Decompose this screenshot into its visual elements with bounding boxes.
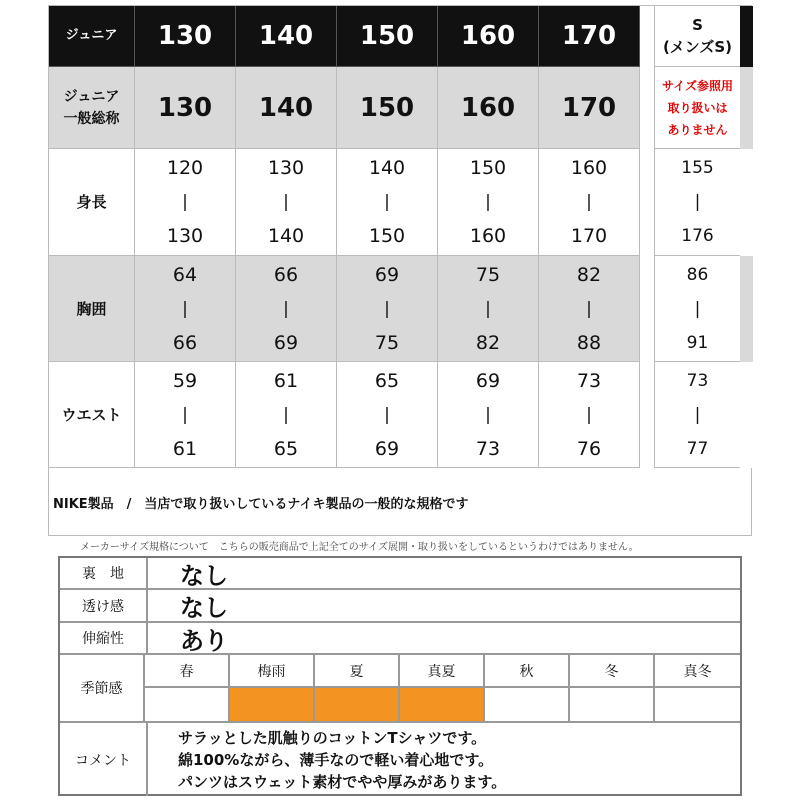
size-160-header: 160 (438, 6, 539, 67)
range-cell (539, 149, 640, 256)
general-size-label-line2: 一般総称 (63, 110, 120, 127)
range-min: 73 (686, 370, 709, 391)
season-summer: 夏 (315, 655, 400, 686)
range-separator: | (182, 192, 188, 212)
comment-line: サラッとした肌触りのコットンTシャツです。 (178, 728, 487, 747)
season-winter: 冬 (570, 655, 655, 686)
range-separator: | (694, 404, 701, 425)
waist-row (49, 362, 753, 468)
range-min: 75 (475, 263, 501, 286)
range-cell (236, 256, 337, 362)
column-gap (640, 6, 655, 67)
general-size-140: 140 (236, 67, 337, 149)
range-max: 65 (273, 437, 299, 460)
range-separator: | (586, 192, 592, 212)
range-cell (135, 149, 236, 256)
season-row (60, 655, 740, 723)
season-label: 季節感 (60, 655, 145, 721)
range-max: 82 (475, 331, 501, 354)
range-cell (135, 256, 236, 362)
season-names (145, 655, 740, 688)
range-max: 91 (686, 332, 709, 353)
range-min: 64 (172, 263, 198, 286)
range-min: 160 (570, 157, 608, 179)
season-grid (145, 655, 740, 721)
mens-note-line: ありません (667, 122, 728, 137)
range-min: 82 (576, 263, 602, 286)
season-marker-winter (570, 688, 655, 721)
range-separator: | (694, 298, 701, 319)
range-cell (236, 362, 337, 468)
lining-row (60, 558, 740, 590)
column-gap (640, 362, 655, 468)
season-marker-autumn (485, 688, 570, 721)
range-separator: | (182, 404, 188, 425)
range-max: 77 (686, 438, 709, 459)
column-gap (640, 149, 655, 256)
range-cell (135, 362, 236, 468)
mens-size-label: S (692, 16, 703, 34)
range-min: 59 (172, 369, 198, 392)
maker-size-note: メーカーサイズ規格について こちらの販売商品で上記全てのサイズ展開・取り扱いをしているというわけではありません。 (80, 542, 639, 553)
chest-row (49, 256, 753, 362)
size-140-header: 140 (236, 6, 337, 67)
range-separator: | (384, 192, 390, 212)
season-marker-midsummer (400, 688, 485, 721)
range-cell (236, 149, 337, 256)
range-max: 88 (576, 331, 602, 354)
range-max: 140 (267, 225, 305, 247)
sheerness-label: 透け感 (60, 590, 148, 621)
mens-range-cell (655, 362, 740, 468)
mens-range-cell (655, 149, 740, 256)
range-cell (438, 256, 539, 362)
season-rainy: 梅雨 (230, 655, 315, 686)
range-min: 69 (475, 369, 501, 392)
range-max: 160 (469, 225, 507, 247)
size-170-header: 170 (539, 6, 640, 67)
range-min: 61 (273, 369, 299, 392)
lining-value: なし (180, 561, 228, 590)
range-cell (438, 362, 539, 468)
season-marker-summer (315, 688, 400, 721)
mens-size-note: (メンズS) (662, 38, 733, 56)
range-separator: | (384, 404, 390, 425)
size-150-header: 150 (337, 6, 438, 67)
season-autumn: 秋 (485, 655, 570, 686)
mens-reference-note (655, 67, 740, 149)
range-min: 69 (374, 263, 400, 286)
season-midwinter: 真冬 (683, 663, 712, 680)
season-marker-midwinter (655, 688, 740, 721)
range-cell (337, 362, 438, 468)
range-min: 150 (469, 157, 507, 179)
general-size-label-line1: ジュニア (63, 88, 120, 105)
range-max: 150 (368, 225, 406, 247)
waist-label: ウエスト (49, 362, 135, 468)
range-separator: | (694, 192, 701, 212)
comment-line: パンツはスウェット素材でやや厚みがあります。 (178, 772, 507, 791)
range-cell (539, 362, 640, 468)
sheerness-value: なし (180, 594, 228, 622)
mens-range-cell (655, 256, 740, 362)
range-max: 130 (166, 225, 204, 247)
stretch-row (60, 623, 740, 655)
size-header-row (49, 6, 753, 67)
range-min: 86 (686, 264, 709, 285)
size-chart-footnote-row (49, 468, 753, 537)
stretch-label: 伸縮性 (60, 623, 148, 653)
range-cell (337, 256, 438, 362)
general-size-170: 170 (539, 67, 640, 149)
range-separator: | (182, 298, 188, 319)
range-max: 73 (475, 437, 501, 460)
range-max: 66 (172, 331, 198, 354)
range-max: 69 (273, 331, 299, 354)
season-spring: 春 (145, 655, 230, 686)
comment-label: コメント (60, 723, 148, 796)
range-max: 69 (374, 437, 400, 460)
height-label: 身長 (49, 149, 135, 256)
range-min: 140 (368, 157, 406, 179)
column-gap (640, 67, 655, 149)
range-separator: | (586, 404, 592, 425)
general-size-label (49, 67, 135, 149)
range-separator: | (485, 192, 491, 212)
range-cell (438, 149, 539, 256)
season-markers (145, 688, 740, 721)
junior-label: ジュニア (49, 6, 135, 67)
sheerness-row (60, 590, 740, 623)
size-chart-footnote: NIKE製品 / 当店で取り扱いしているナイキ製品の一般的な規格です (53, 497, 469, 512)
range-separator: | (485, 298, 491, 319)
range-min: 73 (576, 369, 602, 392)
chest-label: 胸囲 (49, 256, 135, 362)
range-separator: | (283, 404, 289, 425)
range-max: 170 (570, 225, 608, 247)
range-max: 75 (374, 331, 400, 354)
range-min: 120 (166, 157, 204, 179)
general-size-150: 150 (337, 67, 438, 149)
season-midsummer: 真夏 (400, 655, 485, 686)
general-size-130: 130 (135, 67, 236, 149)
range-separator: | (384, 298, 390, 319)
range-min: 66 (273, 263, 299, 286)
range-cell (539, 256, 640, 362)
range-separator: | (283, 298, 289, 319)
range-max: 76 (576, 437, 602, 460)
size-chart (48, 5, 752, 536)
range-min: 65 (374, 369, 400, 392)
range-separator: | (586, 298, 592, 319)
product-properties-table (58, 556, 742, 796)
height-row (49, 149, 753, 256)
range-separator: | (283, 192, 289, 212)
mens-note-line: サイズ参照用 (661, 78, 734, 93)
mens-note-line: 取り扱いは (667, 100, 728, 115)
mens-s-header (655, 6, 740, 67)
range-max: 61 (172, 437, 198, 460)
range-cell (337, 149, 438, 256)
stretch-value: あり (180, 626, 228, 655)
season-marker-spring (145, 688, 230, 721)
size-130-header: 130 (135, 6, 236, 67)
season-marker-rainy (230, 688, 315, 721)
lining-label: 裏 地 (60, 558, 148, 588)
comment-text (148, 723, 740, 796)
range-min: 155 (681, 158, 714, 178)
range-min: 130 (267, 157, 305, 179)
range-max: 176 (681, 226, 714, 246)
general-size-row (49, 67, 753, 149)
comment-row (60, 723, 740, 796)
range-separator: | (485, 404, 491, 425)
column-gap (640, 256, 655, 362)
general-size-160: 160 (438, 67, 539, 149)
comment-line: 綿100%ながら、薄手なので軽い着心地です。 (178, 750, 494, 769)
